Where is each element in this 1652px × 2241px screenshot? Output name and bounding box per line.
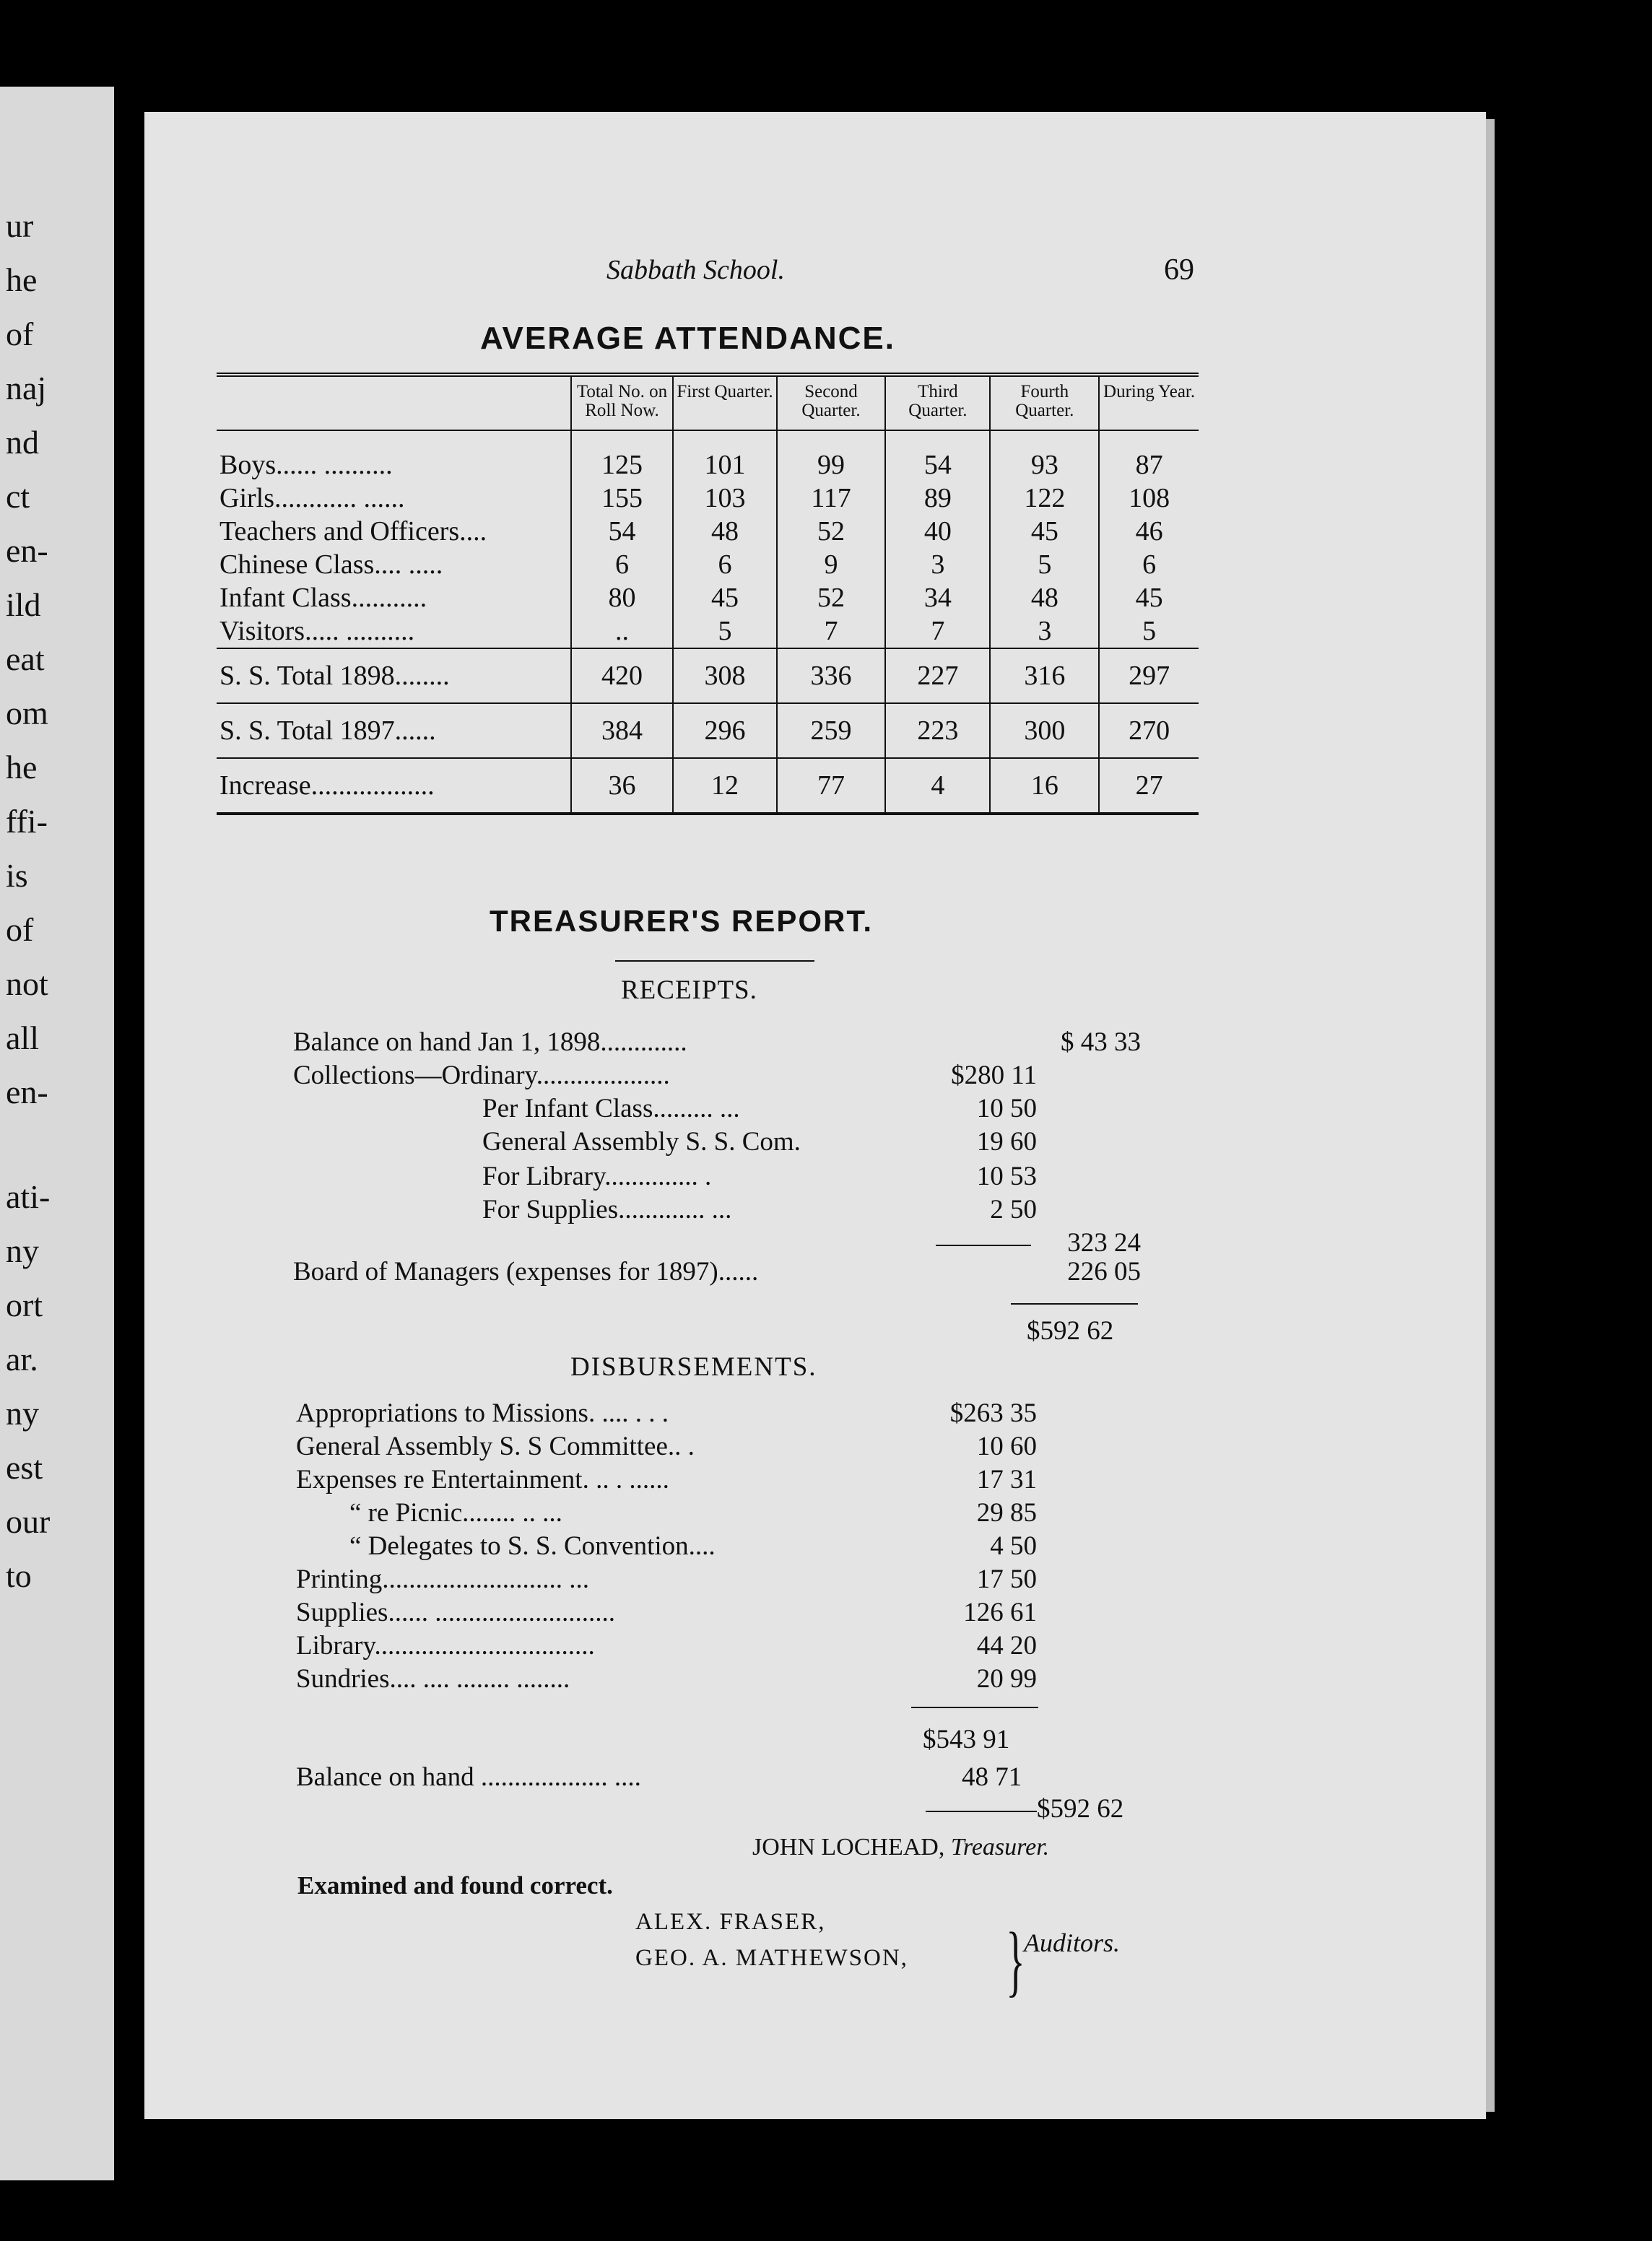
row-label: Girls bbox=[219, 482, 274, 513]
value-cell: 259 bbox=[777, 703, 886, 758]
row-leader: .... bbox=[459, 515, 487, 547]
page-number: 69 bbox=[1164, 253, 1194, 287]
row-leader: .................. bbox=[310, 770, 435, 801]
value-cell: 420 bbox=[571, 648, 674, 703]
value-cell: 9 bbox=[777, 548, 886, 581]
receipt-total: $ 43 33 bbox=[1061, 1027, 1141, 1057]
disbursement-amount: 44 20 bbox=[976, 1631, 1037, 1661]
value-cell: 227 bbox=[885, 648, 990, 703]
receipt-amount: 10 50 bbox=[976, 1094, 1037, 1123]
row-label-cell bbox=[217, 448, 571, 482]
disbursement-label: “ re Picnic bbox=[349, 1498, 463, 1528]
label-column-header bbox=[217, 375, 571, 430]
value-cell: 125 bbox=[571, 448, 674, 482]
spacer-cell bbox=[673, 430, 776, 448]
facing-page-text: ati- bbox=[6, 1178, 51, 1215]
receipt-amount: 19 60 bbox=[976, 1127, 1037, 1157]
value-cell: 27 bbox=[1099, 758, 1199, 814]
value-cell: 16 bbox=[990, 758, 1099, 814]
row-label: S. S. Total 1898 bbox=[219, 660, 395, 691]
column-header: Fourth Quarter. bbox=[990, 375, 1099, 430]
facing-page-text: naj bbox=[6, 370, 47, 406]
table-row bbox=[217, 703, 1199, 758]
row-label-cell bbox=[217, 648, 571, 703]
disbursement-label: General Assembly S. S Committee. bbox=[296, 1432, 675, 1461]
value-cell: 80 bbox=[571, 581, 674, 614]
disbursement-line bbox=[296, 1398, 669, 1429]
facing-page-text: he bbox=[6, 749, 38, 786]
disbursement-amount: $263 35 bbox=[949, 1398, 1037, 1428]
value-cell: 122 bbox=[990, 482, 1099, 515]
row-label-cell bbox=[217, 614, 571, 648]
disbursement-amount: 126 61 bbox=[963, 1598, 1037, 1627]
receipt-label: General Assembly S. S. Com. bbox=[482, 1127, 801, 1157]
auditors-brace: } bbox=[1006, 1916, 1025, 2004]
table-row bbox=[217, 758, 1199, 814]
disbursement-line bbox=[349, 1531, 716, 1562]
disbursement-label: Expenses re Entertainment bbox=[296, 1465, 583, 1494]
sum-rule bbox=[911, 1707, 1038, 1708]
row-label-cell bbox=[217, 515, 571, 548]
row-label: Teachers and Officers bbox=[219, 515, 460, 547]
auditor-1: ALEX. FRASER, bbox=[635, 1909, 826, 1935]
balance-leader: ................... .... bbox=[480, 1762, 641, 1792]
balance-amount: 48 71 bbox=[962, 1762, 1022, 1792]
disbursement-amount: 10 60 bbox=[976, 1432, 1037, 1461]
balance-label: Balance on hand bbox=[296, 1762, 474, 1792]
receipt-line bbox=[482, 1161, 711, 1192]
disbursement-line bbox=[296, 1464, 669, 1495]
value-cell: 40 bbox=[885, 515, 990, 548]
value-cell: 103 bbox=[673, 482, 776, 515]
examined-note: Examined and found correct. bbox=[297, 1871, 613, 1900]
row-label-cell bbox=[217, 482, 571, 515]
receipt-amount: $280 11 bbox=[951, 1061, 1037, 1090]
receipt-leader: ............. ... bbox=[618, 1195, 732, 1224]
value-cell: 77 bbox=[777, 758, 886, 814]
table-row bbox=[217, 448, 1199, 482]
value-cell: 384 bbox=[571, 703, 674, 758]
value-cell: 6 bbox=[1099, 548, 1199, 581]
disbursement-leader: ...... ........................... bbox=[388, 1598, 615, 1627]
total-dash bbox=[926, 1811, 1037, 1812]
row-label: Chinese Class bbox=[219, 549, 375, 580]
value-cell: 336 bbox=[777, 648, 886, 703]
disbursement-leader: .... .... ........ ........ bbox=[389, 1664, 570, 1694]
receipt-label: Per Infant Class bbox=[482, 1094, 653, 1123]
value-cell: 45 bbox=[1099, 581, 1199, 614]
value-cell: 6 bbox=[571, 548, 674, 581]
value-cell: 5 bbox=[1099, 614, 1199, 648]
disbursement-line bbox=[296, 1663, 570, 1694]
receipt-line bbox=[482, 1093, 740, 1124]
facing-page-text: ur bbox=[6, 207, 34, 244]
facing-page-text: om bbox=[6, 695, 48, 731]
value-cell: 3 bbox=[990, 614, 1099, 648]
facing-page-text: all bbox=[6, 1019, 39, 1056]
row-label: Visitors bbox=[219, 615, 305, 646]
treasurer-role: Treasurer. bbox=[950, 1834, 1050, 1861]
value-cell: 89 bbox=[885, 482, 990, 515]
facing-page-text: to bbox=[6, 1557, 32, 1594]
attendance-header-row bbox=[217, 375, 1199, 430]
facing-page-text: of bbox=[6, 911, 34, 948]
disbursement-label: Sundries bbox=[296, 1664, 390, 1694]
table-row bbox=[217, 581, 1199, 614]
facing-page-fragment bbox=[0, 87, 114, 2180]
spacer-cell bbox=[571, 430, 674, 448]
facing-page-text: our bbox=[6, 1503, 51, 1540]
facing-page-text: not bbox=[6, 965, 48, 1002]
treasurer-title: TREASURER'S REPORT. bbox=[490, 904, 874, 938]
row-label-cell bbox=[217, 581, 571, 614]
column-header: Second Quarter. bbox=[777, 375, 886, 430]
value-cell: 297 bbox=[1099, 648, 1199, 703]
table-row bbox=[217, 482, 1199, 515]
row-label: Infant Class bbox=[219, 582, 352, 613]
value-cell: 117 bbox=[777, 482, 886, 515]
value-cell: 4 bbox=[885, 758, 990, 814]
disbursement-amount: 17 50 bbox=[976, 1565, 1037, 1594]
disbursement-amount: 4 50 bbox=[990, 1531, 1037, 1561]
receipt-leader: .................... bbox=[536, 1061, 670, 1090]
auditor-2: GEO. A. MATHEWSON, bbox=[635, 1945, 908, 1971]
receipt-total: 226 05 bbox=[1067, 1257, 1141, 1287]
receipt-line bbox=[293, 1027, 687, 1058]
receipt-leader: ............. bbox=[600, 1027, 687, 1057]
value-cell: 45 bbox=[990, 515, 1099, 548]
row-leader: ........... bbox=[351, 582, 427, 613]
value-cell: 52 bbox=[777, 581, 886, 614]
value-cell: 108 bbox=[1099, 482, 1199, 515]
value-cell: 101 bbox=[673, 448, 776, 482]
attendance-title: AVERAGE ATTENDANCE. bbox=[480, 321, 895, 356]
receipt-line bbox=[482, 1194, 731, 1225]
value-cell: 308 bbox=[673, 648, 776, 703]
receipt-leader: .............. . bbox=[604, 1162, 712, 1191]
row-label: Boys bbox=[219, 449, 277, 480]
disbursement-leader: ................................. bbox=[374, 1631, 595, 1661]
disbursement-line bbox=[296, 1597, 615, 1628]
value-cell: 46 bbox=[1099, 515, 1199, 548]
value-cell: 54 bbox=[571, 515, 674, 548]
auditors-label: Auditors. bbox=[1024, 1928, 1121, 1957]
disbursement-leader: .... bbox=[688, 1531, 716, 1561]
disbursement-line bbox=[296, 1630, 595, 1661]
value-cell: 6 bbox=[673, 548, 776, 581]
disbursements-heading: DISBURSEMENTS. bbox=[570, 1352, 817, 1382]
value-cell: 296 bbox=[673, 703, 776, 758]
facing-page-text: ffi- bbox=[6, 803, 48, 840]
attendance-table bbox=[217, 373, 1199, 815]
receipt-amount: 2 50 bbox=[990, 1195, 1037, 1224]
row-leader: ...... bbox=[394, 715, 436, 746]
table-row bbox=[217, 614, 1199, 648]
sum-rule bbox=[1011, 1303, 1138, 1305]
table-row bbox=[217, 548, 1199, 581]
value-cell: 34 bbox=[885, 581, 990, 614]
column-header: Third Quarter. bbox=[885, 375, 990, 430]
disbursement-leader: . . bbox=[674, 1432, 695, 1461]
value-cell: 5 bbox=[990, 548, 1099, 581]
disbursement-leader: ........................... ... bbox=[382, 1565, 589, 1594]
disbursement-line bbox=[349, 1497, 562, 1528]
value-cell: 36 bbox=[571, 758, 674, 814]
row-leader: ........ bbox=[394, 660, 450, 691]
facing-page-text: en- bbox=[6, 532, 48, 569]
receipt-line bbox=[293, 1256, 758, 1287]
facing-page-text: ny bbox=[6, 1232, 39, 1269]
value-cell: 93 bbox=[990, 448, 1099, 482]
receipt-label: Collections—Ordinary bbox=[293, 1061, 536, 1090]
disbursement-label: Library bbox=[296, 1631, 375, 1661]
row-label-cell bbox=[217, 758, 571, 814]
row-leader: ..... .......... bbox=[305, 615, 415, 646]
value-cell: 316 bbox=[990, 648, 1099, 703]
receipt-leader: ......... ... bbox=[653, 1094, 740, 1123]
spacer-cell bbox=[1099, 430, 1199, 448]
disbursement-line bbox=[296, 1431, 695, 1462]
receipt-label: Balance on hand Jan 1, 1898 bbox=[293, 1027, 601, 1057]
disbursement-label: Appropriations to Missions bbox=[296, 1398, 588, 1428]
value-cell: 87 bbox=[1099, 448, 1199, 482]
facing-page-text: est bbox=[6, 1449, 43, 1486]
receipt-label: For Supplies bbox=[482, 1195, 619, 1224]
spacer-cell bbox=[990, 430, 1099, 448]
value-cell: 99 bbox=[777, 448, 886, 482]
spacer-row bbox=[217, 430, 1199, 448]
receipt-line bbox=[293, 1060, 670, 1091]
facing-page-text: ild bbox=[6, 586, 41, 623]
table-row bbox=[217, 515, 1199, 548]
facing-page-text: ar. bbox=[6, 1341, 38, 1378]
value-cell: 54 bbox=[885, 448, 990, 482]
receipt-label: For Library bbox=[482, 1162, 605, 1191]
facing-page-text: he bbox=[6, 261, 38, 298]
receipts-heading: RECEIPTS. bbox=[621, 975, 757, 1005]
value-cell: 7 bbox=[885, 614, 990, 648]
value-cell: 48 bbox=[673, 515, 776, 548]
facing-page-text: of bbox=[6, 316, 34, 352]
facing-page-text: ct bbox=[6, 478, 30, 515]
treasurer-name: JOHN LOCHEAD, bbox=[752, 1834, 945, 1861]
receipt-leader: ...... bbox=[718, 1257, 759, 1287]
receipt-amount: 10 53 bbox=[976, 1162, 1037, 1191]
facing-page-text: ort bbox=[6, 1287, 43, 1323]
value-cell: 7 bbox=[777, 614, 886, 648]
facing-page-text: eat bbox=[6, 640, 45, 677]
receipt-label: Board of Managers (expenses for 1897) bbox=[293, 1257, 718, 1287]
disbursement-amount: 20 99 bbox=[976, 1664, 1037, 1694]
row-label-cell bbox=[217, 548, 571, 581]
title-rule bbox=[615, 960, 814, 962]
value-cell: 270 bbox=[1099, 703, 1199, 758]
disbursement-amount: 29 85 bbox=[976, 1498, 1037, 1528]
facing-page-text: is bbox=[6, 857, 28, 894]
value-cell: 45 bbox=[673, 581, 776, 614]
facing-page-text: en- bbox=[6, 1074, 48, 1110]
column-header: During Year. bbox=[1099, 375, 1199, 430]
disbursement-leader: . .... . . . bbox=[588, 1398, 669, 1428]
facing-page-text: nd bbox=[6, 424, 39, 461]
column-header: Total No. on Roll Now. bbox=[571, 375, 674, 430]
facing-page-text: ny bbox=[6, 1395, 39, 1432]
disbursement-label: Printing bbox=[296, 1565, 383, 1594]
row-leader: ............ ...... bbox=[274, 482, 405, 513]
spacer-cell bbox=[217, 430, 571, 448]
grand-total: $592 62 bbox=[1037, 1794, 1124, 1824]
treasurer-signature bbox=[752, 1834, 1049, 1861]
row-label: S. S. Total 1897 bbox=[219, 715, 395, 746]
receipt-line bbox=[482, 1126, 801, 1157]
column-header: First Quarter. bbox=[673, 375, 776, 430]
table-row bbox=[217, 648, 1199, 703]
disbursement-amount: 17 31 bbox=[976, 1465, 1037, 1494]
value-cell: 223 bbox=[885, 703, 990, 758]
spacer-cell bbox=[777, 430, 886, 448]
value-cell: 155 bbox=[571, 482, 674, 515]
disbursement-label: Supplies bbox=[296, 1598, 388, 1627]
disbursement-label: “ Delegates to S. S. Convention bbox=[349, 1531, 689, 1561]
value-cell: 5 bbox=[673, 614, 776, 648]
row-label: Increase bbox=[219, 770, 311, 801]
disbursements-subtotal: $543 91 bbox=[923, 1725, 1010, 1754]
value-cell: 300 bbox=[990, 703, 1099, 758]
balance-line bbox=[296, 1762, 641, 1793]
running-title: Sabbath School. bbox=[607, 255, 785, 285]
disbursement-leader: . .. . ...... bbox=[582, 1465, 669, 1494]
receipts-total: $592 62 bbox=[1027, 1316, 1114, 1346]
subtotal-dash bbox=[936, 1245, 1031, 1246]
receipt-total: 323 24 bbox=[1067, 1228, 1141, 1258]
row-label-cell bbox=[217, 703, 571, 758]
value-cell: 12 bbox=[673, 758, 776, 814]
value-cell: 52 bbox=[777, 515, 886, 548]
value-cell: 3 bbox=[885, 548, 990, 581]
row-leader: ...... .......... bbox=[276, 449, 393, 480]
disbursement-leader: ........ .. ... bbox=[462, 1498, 562, 1528]
spacer-cell bbox=[885, 430, 990, 448]
disbursement-line bbox=[296, 1564, 589, 1595]
row-leader: .... ..... bbox=[374, 549, 443, 580]
value-cell: 48 bbox=[990, 581, 1099, 614]
value-cell: .. bbox=[571, 614, 674, 648]
